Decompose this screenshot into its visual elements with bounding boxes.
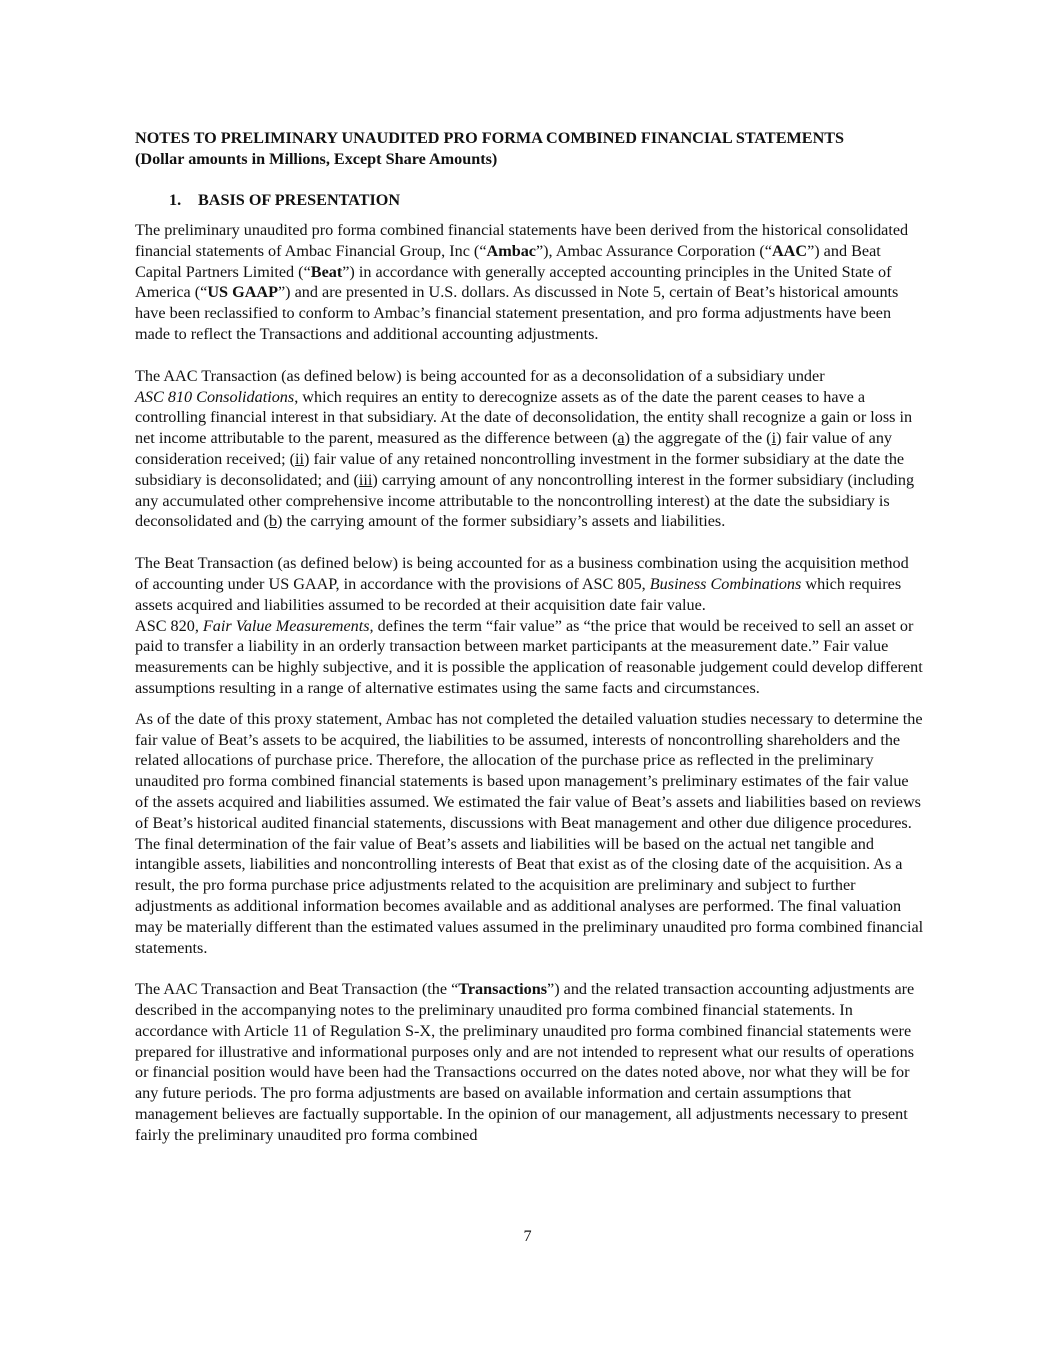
text-run: The AAC Transaction (as defined below) is being accounted for as a deconsolidation of a subsidiary under bbox=[135, 366, 825, 385]
section-heading bbox=[169, 190, 925, 211]
defined-term-beat: Beat bbox=[310, 262, 343, 281]
document-title: NOTES TO PRELIMINARY UNAUDITED PRO FORMA COMBINED FINANCIAL STATEMENTS bbox=[135, 129, 845, 147]
asc-810-reference: ASC 810 Consolidations bbox=[135, 387, 295, 406]
text-run: The AAC Transaction and Beat Transaction (the “ bbox=[135, 980, 459, 999]
text-run: ASC 820, bbox=[135, 616, 203, 635]
text-run: ”) in accordance with generally accepted accounting principles in the United State of America (“ bbox=[135, 262, 892, 302]
list-marker: i bbox=[771, 429, 777, 448]
text-run: defines the term “fair value” as “the price that would be received to sell an asset or paid to transfer a liability in an orderly transaction between market participants at the measurement date.” Fair value measurements can be highly subjective, and it is possible the application of reasonable judgement could develop different assumptions resulting in a range of alternative estimates using the same facts and circumstances. bbox=[135, 616, 923, 697]
list-marker: b bbox=[268, 512, 278, 531]
section-number: 1. bbox=[169, 191, 182, 209]
text-run: ”) and are presented in U.S. dollars. As discussed in Note 5, certain of Beat’s historical amounts have been reclassified to conform to Ambac’s financial statement presentation, and pro forma adjustments have been made to reflect the Transactions and additional accounting adjustments. bbox=[135, 283, 899, 343]
text-run: ”), Ambac Assurance Corporation (“ bbox=[535, 241, 772, 260]
list-marker: ii bbox=[295, 449, 305, 468]
text-run: ”) and Beat Capital Partners Limited (“ bbox=[135, 241, 881, 281]
text-run: ) carrying amount of any noncontrolling interest in the former subsidiary (including any accumulated other comprehensive income attributable to the noncontrolling interest) at the date the subsidiary is deconsolidated and ( bbox=[135, 470, 915, 531]
paragraph-basis bbox=[135, 220, 925, 345]
asc-805-reference: Business Combinations bbox=[649, 574, 802, 593]
section-title: BASIS OF PRESENTATION bbox=[198, 191, 401, 209]
text-run: The preliminary unaudited pro forma combined financial statements have been derived from the historical consolidated financial statements of Ambac Financial Group, Inc (“ bbox=[135, 221, 909, 260]
paragraph-valuation: As of the date of this proxy statement, Ambac has not completed the detailed valuation studies necessary to determine the fair value of Beat’s assets to be acquired, the liabilities to be assumed, interests of noncontrolling shareholders and the related allocations of purchase price. Therefore, the allocation of the purchase price as reflected in the preliminary unaudited pro forma combined financial statements is based upon management’s preliminary estimates of the fair value of the assets acquired and liabilities assumed. We estimated the fair value of Beat’s assets and liabilities based on reviews of Beat’s historical audited financial statements, discussions with Beat management and other due diligence procedures. The final determination of the fair value of Beat’s assets and liabilities will be based on the actual net tangible and intangible assets, liabilities and noncontrolling interests of Beat that exist as of the closing date of the acquisition. As a result, the pro forma purchase price adjustments related to the acquisition are preliminary and subject to further adjustments as additional information becomes available and as additional analyses are performed. The final valuation may be materially different than the estimated values assumed in the preliminary unaudited pro forma combined financial statements. bbox=[135, 709, 924, 957]
document-subtitle: (Dollar amounts in Millions, Except Share Amounts) bbox=[135, 150, 498, 168]
text-run: The Beat Transaction (as defined below) is being accounted for as a business combination using the acquisition method of accounting under US GAAP, in accordance with the provisions of ASC 805, bbox=[135, 554, 909, 593]
document-page bbox=[135, 128, 925, 1146]
defined-term-us-gaap: US GAAP bbox=[207, 283, 278, 302]
list-marker: a bbox=[617, 429, 625, 448]
text-run: ) fair value of any consideration received; ( bbox=[135, 429, 893, 468]
asc-820-reference: Fair Value Measurements, bbox=[202, 616, 374, 635]
defined-term-aac: AAC bbox=[771, 241, 808, 260]
text-run: ”) and the related transaction accounting adjustments are described in the accompanying notes to the preliminary unaudited pro forma combined financial statements. In accordance with Article 11 of Regulation S-X, the preliminary unaudited pro forma combined financial statements were prepared for illustrative and informational purposes only and are not intended to represent what our results of operations or financial position would have been had the Transactions occurred on the dates noted above, nor what they will be for any future periods. The pro forma adjustments are based on available information and certain assumptions that management believes are factually supportable. In the opinion of our management, all adjustments necessary to present fairly the preliminary unaudited pro forma combined bbox=[135, 980, 915, 1144]
list-marker: iii bbox=[358, 470, 373, 489]
text-run: ) the aggregate of the ( bbox=[624, 429, 772, 448]
text-run: ) fair value of any retained noncontrolling investment in the former subsidiary at the date the subsidiary is deconsolidated; and ( bbox=[135, 449, 905, 489]
paragraph-aac-transaction bbox=[135, 366, 925, 532]
defined-term-ambac: Ambac bbox=[486, 241, 536, 260]
text-run: which requires assets acquired and liabilities assumed to be recorded at their acquisition date fair value. bbox=[135, 574, 902, 614]
text-run: , which requires an entity to derecognize assets as of the date the parent ceases to have a controlling financial interest in that subsidiary. At the date of deconsolidation, the entity shall recognize a gain or loss in net income attributable to the parent, measured as the difference between ( bbox=[135, 387, 913, 448]
paragraph-transactions bbox=[135, 979, 925, 1145]
paragraph-beat-transaction bbox=[135, 553, 925, 699]
defined-term-transactions: Transactions bbox=[458, 980, 548, 999]
page-number: 7 bbox=[523, 1227, 532, 1245]
text-run: ) the carrying amount of the former subsidiary’s assets and liabilities. bbox=[277, 512, 726, 531]
